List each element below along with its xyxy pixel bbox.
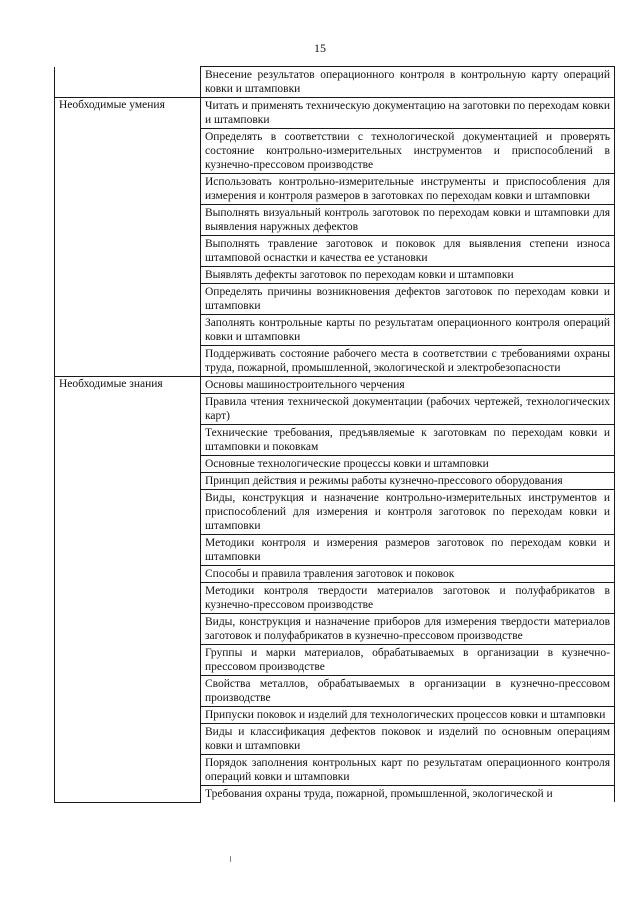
table-cell-item: Требования охраны труда, пожарной, промышленной, экологической и bbox=[201, 786, 615, 803]
table-cell-item: Правила чтения технической документации (рабочих чертежей, технологических карт) bbox=[201, 394, 615, 425]
table-cell-item: Технические требования, предъявляемые к заготовкам по переходам ковки и штамповки и поковкам bbox=[201, 425, 615, 456]
table-cell-item: Способы и правила травления заготовок и поковок bbox=[201, 566, 615, 583]
table-cell-item: Выявлять дефекты заготовок по переходам ковки и штамповки bbox=[201, 267, 615, 284]
table-cell-item: Основные технологические процессы ковки и штамповки bbox=[201, 456, 615, 473]
table-cell-item: Выполнять травление заготовок и поковок для выявления степени износа штамповой оснастки и качества ее установки bbox=[201, 236, 615, 267]
table-cell-item: Поддерживать состояние рабочего места в соответствии с требованиями охраны труда, пожарной, промышленной, экологической и электробезопасности bbox=[201, 346, 615, 377]
table-cell-item: Внесение результатов операционного контроля в контрольную карту операций ковки и штамповки bbox=[201, 67, 615, 98]
section-label-empty bbox=[55, 67, 201, 98]
table-cell-item: Припуски поковок и изделий для технологических процессов ковки и штамповки bbox=[201, 707, 615, 724]
table-cell-item: Определять в соответствии с технологической документацией и проверять состояние контрольно-измерительных инструментов и приспособлений в кузнечно-прессовом производстве bbox=[201, 129, 615, 174]
table-cell-item: Группы и марки материалов, обрабатываемых в организации в кузнечно-прессовом производстве bbox=[201, 645, 615, 676]
section-label: Необходимые знания bbox=[55, 377, 201, 803]
table-cell-item: Определять причины возникновения дефектов заготовок по переходам ковки и штамповки bbox=[201, 284, 615, 315]
table-cell-item: Заполнять контрольные карты по результатам операционного контроля операций ковки и штамповки bbox=[201, 315, 615, 346]
table-cell-item: Свойства металлов, обрабатываемых в организации в кузнечно-прессовом производстве bbox=[201, 676, 615, 707]
page-number: 15 bbox=[314, 41, 326, 55]
table-cell-item: Принцип действия и режимы работы кузнечно-прессового оборудования bbox=[201, 473, 615, 490]
table-cell-item: Использовать контрольно-измерительные инструменты и приспособления для измерения и контроля размеров в заготовках по переходам ковки и штамповки bbox=[201, 174, 615, 205]
table-row bbox=[55, 377, 615, 394]
table-row bbox=[55, 98, 615, 129]
table-cell-item: Выполнять визуальный контроль заготовок по переходам ковки и штамповки для выявления наружных дефектов bbox=[201, 205, 615, 236]
requirements-table bbox=[54, 66, 615, 803]
table-cell-item: Виды, конструкция и назначение приборов для измерения твердости материалов заготовок и полуфабрикатов в кузнечно-прессовом производстве bbox=[201, 614, 615, 645]
table-row bbox=[55, 67, 615, 98]
table-cell-item: Методики контроля твердости материалов заготовок и полуфабрикатов в кузнечно-прессовом производстве bbox=[201, 583, 615, 614]
scan-mark bbox=[230, 856, 231, 862]
table-cell-item: Читать и применять техническую документацию на заготовки по переходам ковки и штамповки bbox=[201, 98, 615, 129]
table-cell-item: Порядок заполнения контрольных карт по результатам операционного контроля операций ковки и штамповки bbox=[201, 755, 615, 786]
table-cell-item: Виды, конструкция и назначение контрольно-измерительных инструментов и приспособлений для измерения и контроля заготовок по переходам ковки и штамповки bbox=[201, 490, 615, 535]
table-cell-item: Виды и классификация дефектов поковок и изделий по основным операциям ковки и штамповки bbox=[201, 724, 615, 755]
table-cell-item: Основы машиностроительного черчения bbox=[201, 377, 615, 394]
table-body bbox=[55, 67, 615, 803]
section-label: Необходимые умения bbox=[55, 98, 201, 377]
table-cell-item: Методики контроля и измерения размеров заготовок по переходам ковки и штамповки bbox=[201, 535, 615, 566]
